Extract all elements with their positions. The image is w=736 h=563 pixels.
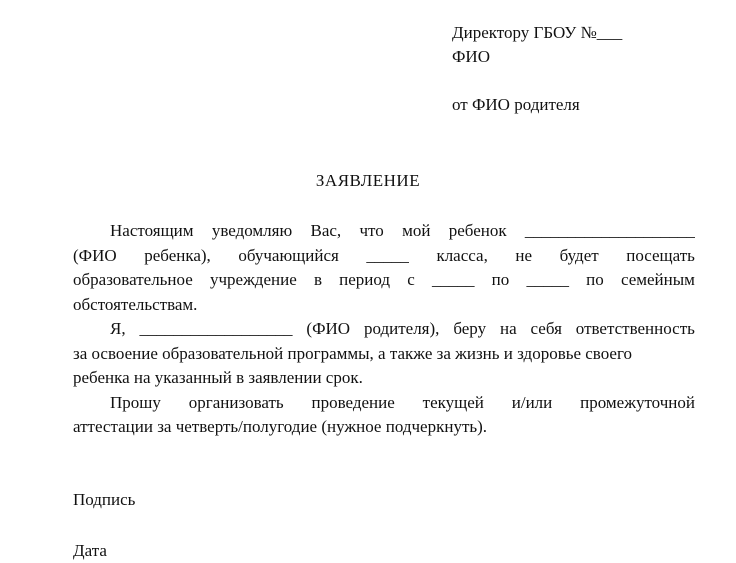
word: организовать [188,392,284,412]
word: беру [453,319,487,338]
word: обучающийся [238,245,339,265]
word: текущей [422,392,484,412]
word: мой [402,221,431,240]
class-blank: _____ [366,245,409,265]
word: себя [530,319,562,338]
word: по [491,270,510,289]
document-title: ЗАЯВЛЕНИЕ [315,171,421,190]
word: Вас, [310,221,342,240]
word: посещать [626,245,695,265]
word: ребенка), [144,245,211,265]
word: проведение [311,392,395,412]
word: на [499,319,517,338]
word: родителя), [363,319,440,338]
text-line: за освоение образовательной программы, а также за жизнь и здоровье своего [73,343,633,363]
text-line: аттестации за четверть/полугодие (нужное подчеркнуть). [73,417,488,436]
text-line: ребенка на указанный в заявлении срок. [73,368,363,387]
word: в [313,270,322,289]
word: уведомляю [211,221,293,240]
paragraph2-row2 [73,342,695,367]
word: по [586,270,604,289]
word: не [515,245,533,265]
word: Прошу [110,392,161,412]
addressee-block [452,21,622,117]
word: период [339,270,391,289]
paragraph1-row1 [73,219,695,244]
period-start-blank: _____ [431,270,475,289]
word: Настоящим [110,221,194,240]
date-label: Дата [73,541,107,560]
addressee-name: ФИО [452,47,490,66]
paragraph1-row2 [73,244,695,269]
word: будет [559,245,599,265]
word: промежуточной [580,392,695,412]
word: ребенок [448,221,507,240]
addressee-director: Директору ГБОУ №___ [452,23,623,42]
word: семейным [620,270,695,289]
word: и/или [511,392,553,412]
word: (ФИО [306,319,351,338]
paragraph2-row1 [73,317,695,342]
paragraph1-row3 [73,268,695,293]
word: (ФИО [73,245,117,265]
word: ответственность [575,319,695,338]
addressee-spacer [452,69,622,93]
child-name-blank: ____________________ [524,221,695,240]
document-body [73,219,695,440]
word: класса, [436,245,488,265]
paragraph3-row1 [73,391,695,416]
word: учреждение [209,270,297,289]
word: образовательное [73,270,193,289]
word: с [407,270,415,289]
paragraph2-row3 [73,366,695,391]
signature-label: Подпись [73,490,136,509]
addressee-from-parent: от ФИО родителя [452,95,580,114]
period-end-blank: _____ [526,270,569,289]
paragraph1-row4 [73,293,695,318]
parent-name-blank: __________________ [139,319,293,338]
word: что [359,221,384,240]
paragraph3-row2 [73,415,695,440]
word: обстоятельствам. [73,294,198,314]
word: Я, [110,319,126,338]
